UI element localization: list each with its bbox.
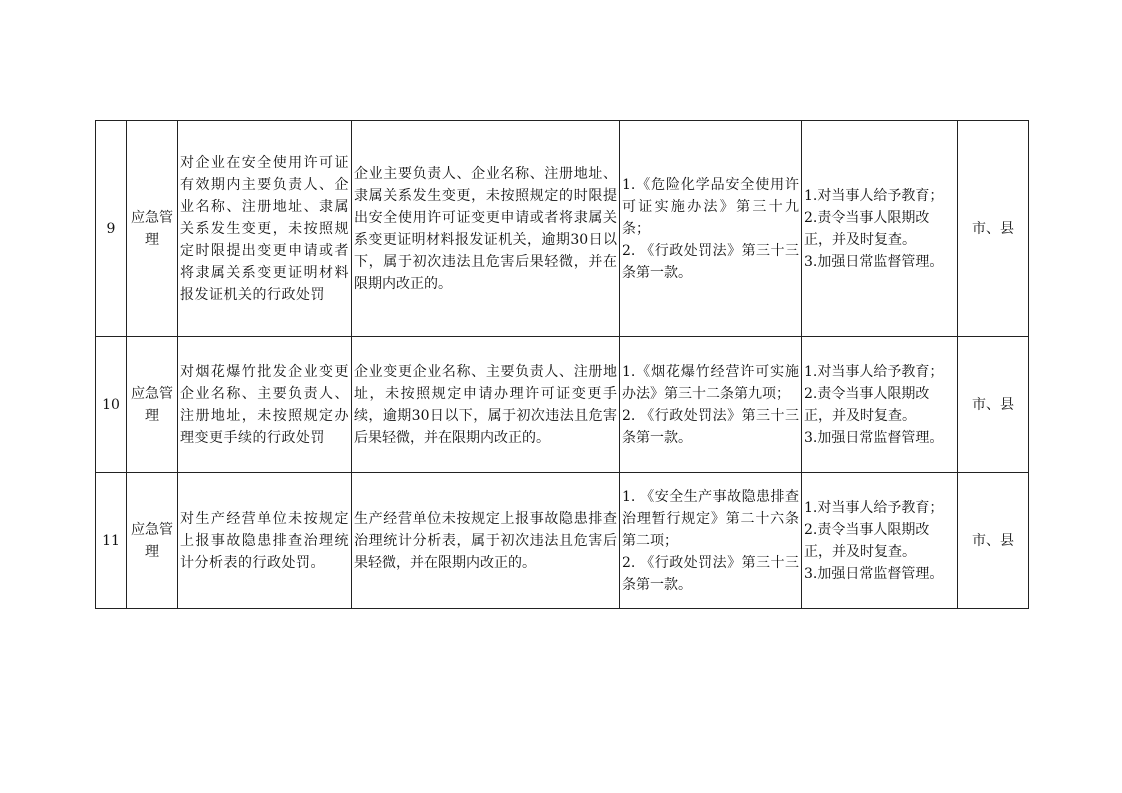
row-penalty-item: 对烟花爆竹批发企业变更企业名称、主要负责人、注册地址，未按照规定办理变更手续的行政处罚 [178, 337, 352, 473]
table-row [96, 337, 1029, 473]
row-number: 11 [96, 473, 127, 609]
row-legal-basis: 1.《烟花爆竹经营许可实施办法》第三十二条第九项； 2. 《行政处罚法》第三十三条第一款。 [620, 337, 802, 473]
row-applicable-level: 市、县 [958, 337, 1029, 473]
row-measures: 1.对当事人给予教育； 2.责令当事人限期改正，并及时复查。 3.加强日常监督管理。 [802, 473, 958, 609]
row-category: 应急管理 [127, 121, 178, 337]
row-number: 9 [96, 121, 127, 337]
row-measures: 1.对当事人给予教育； 2.责令当事人限期改正，并及时复查。 3.加强日常监督管理。 [802, 121, 958, 337]
row-category: 应急管理 [127, 337, 178, 473]
row-violation-situation: 生产经营单位未按规定上报事故隐患排查治理统计分析表，属于初次违法且危害后果轻微，并在限期内改正的。 [352, 473, 620, 609]
row-applicable-level: 市、县 [958, 121, 1029, 337]
row-legal-basis: 1.《危险化学品安全使用许可证实施办法》第三十九条； 2. 《行政处罚法》第三十三条第一款。 [620, 121, 802, 337]
row-legal-basis: 1. 《安全生产事故隐患排查治理暂行规定》第二十六条第二项； 2. 《行政处罚法》第三十三条第一款。 [620, 473, 802, 609]
table-row [96, 121, 1029, 337]
row-measures: 1.对当事人给予教育； 2.责令当事人限期改正，并及时复查。 3.加强日常监督管理。 [802, 337, 958, 473]
row-number: 10 [96, 337, 127, 473]
row-penalty-item: 对生产经营单位未按规定上报事故隐患排查治理统计分析表的行政处罚。 [178, 473, 352, 609]
table-row [96, 473, 1029, 609]
row-penalty-item: 对企业在安全使用许可证有效期内主要负责人、企业名称、注册地址、隶属关系发生变更，未按照规定时限提出变更申请或者将隶属关系变更证明材料报发证机关的行政处罚 [178, 121, 352, 337]
row-violation-situation: 企业主要负责人、企业名称、注册地址、隶属关系发生变更，未按照规定的时限提出安全使用许可证变更申请或者将隶属关系变更证明材料报发证机关，逾期30日以下，属于初次违法且危害后果轻微，并在限期内改正的。 [352, 121, 620, 337]
row-category: 应急管理 [127, 473, 178, 609]
penalty-exemption-table [95, 120, 1029, 609]
row-applicable-level: 市、县 [958, 473, 1029, 609]
row-violation-situation: 企业变更企业名称、主要负责人、注册地址，未按照规定申请办理许可证变更手续，逾期30日以下，属于初次违法且危害后果轻微，并在限期内改正的。 [352, 337, 620, 473]
